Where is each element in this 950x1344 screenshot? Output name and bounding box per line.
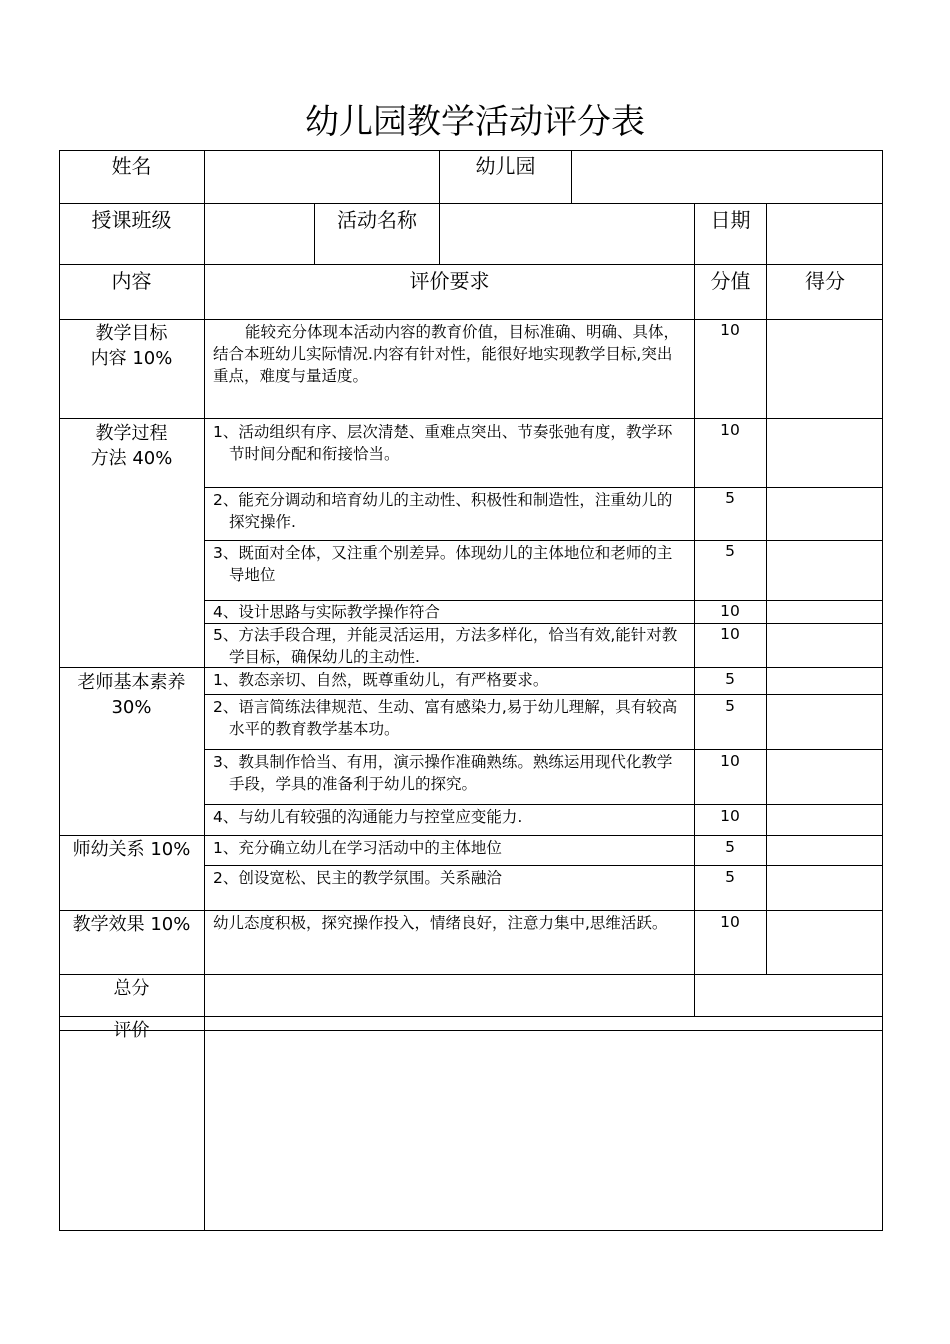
- criterion-text: 4、设计思路与实际教学操作符合: [213, 603, 440, 621]
- criterion-text: 能较充分体现本活动内容的教育价值，目标准确、明确、具体，结合本班幼儿实际情况.内容有针对性，能很好地实现教学目标,突出重点，难度与量适度。: [213, 323, 680, 385]
- criterion-points: 5: [725, 868, 735, 886]
- criterion-points: 5: [725, 697, 735, 715]
- criterion-points: 10: [720, 752, 740, 770]
- class-field[interactable]: [205, 204, 313, 263]
- section-label-teacher-child-relationship: 师幼关系 10%: [72, 839, 191, 860]
- points-column-header: 分值: [710, 269, 751, 293]
- name-field[interactable]: [205, 151, 438, 202]
- criterion-points: 10: [720, 421, 740, 439]
- criterion-points: 10: [720, 602, 740, 620]
- criterion-points: 10: [720, 807, 740, 825]
- total-label: 总分: [113, 978, 150, 999]
- content-column-header: 内容: [111, 269, 152, 293]
- criterion-text: 1、充分确立幼儿在学习活动中的主体地位: [213, 839, 502, 857]
- criterion-points: 5: [725, 489, 735, 507]
- criterion-text: 1、教态亲切、自然，既尊重幼儿，有严格要求。: [213, 671, 549, 689]
- section-label-teacher-quality: 老师基本素养 30%: [77, 672, 186, 718]
- date-label: 日期: [710, 208, 751, 232]
- criterion-points: 5: [725, 838, 735, 856]
- evaluation-input[interactable]: [205, 1017, 882, 1230]
- activity-field[interactable]: [440, 204, 693, 263]
- evaluation-label: 评价: [113, 1020, 150, 1041]
- criterion-text: 4、与幼儿有较强的沟通能力与控堂应变能力.: [213, 808, 523, 826]
- criterion-text: 幼儿态度积极，探究操作投入，情绪良好，注意力集中,思维活跃。: [213, 914, 668, 932]
- section-label-teaching-process: 教学过程 方法 40%: [90, 423, 173, 469]
- criterion-text: 2、语言简练法律规范、生动、富有感染力,易于幼儿理解，具有较高水平的教育教学基本功。: [213, 698, 678, 738]
- criterion-text: 1、活动组织有序、层次清楚、重难点突出、节奏张弛有度，教学环节时间分配和衔接恰当。: [213, 423, 673, 463]
- criterion-points: 5: [725, 670, 735, 688]
- page-title: 幼儿园教学活动评分表: [305, 102, 645, 142]
- score-input[interactable]: [767, 320, 882, 417]
- total-input[interactable]: [695, 975, 882, 1015]
- criterion-points: 10: [720, 913, 740, 931]
- criterion-points: 5: [725, 542, 735, 560]
- criterion-text: 2、创设宽松、民主的教学氛围。关系融洽: [213, 869, 502, 887]
- name-label: 姓名: [111, 154, 152, 178]
- score-column-header: 得分: [805, 269, 845, 293]
- requirement-column-header: 评价要求: [409, 269, 490, 293]
- activity-label: 活动名称: [337, 208, 417, 232]
- criterion-text: 5、方法手段合理，并能灵活运用，方法多样化，恰当有效,能针对教学目标，确保幼儿的主动性.: [213, 626, 678, 666]
- section-label-teaching-goal: 教学目标 内容 10%: [90, 323, 173, 369]
- criterion-text: 3、教具制作恰当、有用，演示操作准确熟练。熟练运用现代化教学手段，学具的准备利于幼儿的探究。: [213, 753, 673, 793]
- criterion-points: 10: [720, 625, 740, 643]
- date-field[interactable]: [767, 204, 882, 263]
- criterion-text: 2、能充分调动和培育幼儿的主动性、积极性和制造性，注重幼儿的探究操作.: [213, 491, 673, 531]
- kindergarten-label: 幼儿园: [475, 154, 536, 178]
- criterion-text: 3、既面对全体，又注重个别差异。体现幼儿的主体地位和老师的主导地位: [213, 544, 673, 584]
- kindergarten-field[interactable]: [572, 151, 882, 202]
- section-label-teaching-effect: 教学效果 10%: [72, 914, 191, 935]
- criterion-points: 10: [720, 321, 740, 339]
- class-label: 授课班级: [91, 208, 172, 232]
